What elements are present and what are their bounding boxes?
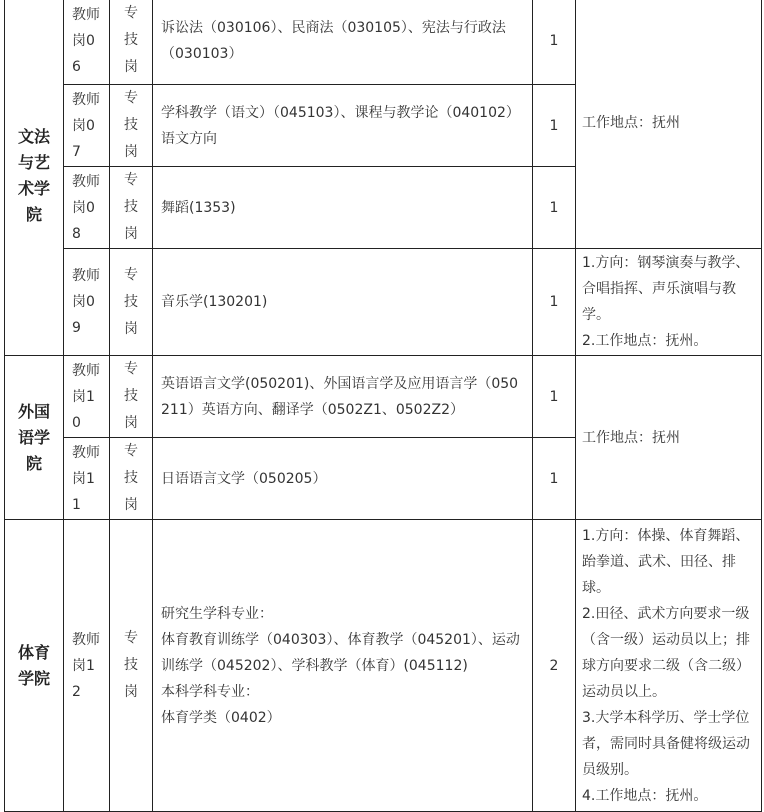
- remark-line: 2.工作地点：抚州。: [582, 333, 708, 349]
- remark-cell: 工作地点：抚州: [576, 356, 762, 520]
- table-row: [5, 520, 762, 812]
- type-cell: 专技岗: [110, 356, 153, 438]
- count-cell: 1: [533, 167, 576, 249]
- type-cell: 专技岗: [110, 438, 153, 520]
- major-line: 研究生学科专业：: [161, 605, 273, 622]
- remark-cell: [576, 520, 762, 812]
- table-row: [5, 249, 762, 356]
- position-cell: 教师岗09: [64, 249, 110, 356]
- count-cell: 1: [533, 356, 576, 438]
- major-cell: 诉讼法（030106）、民商法（030105）、宪法与行政法（030103）: [153, 0, 533, 85]
- remark-line: 3.大学本科学历、学士学位者，需同时具备健将级运动员级别。: [582, 709, 750, 778]
- count-cell: 1: [533, 438, 576, 520]
- major-line: 体育教育训练学（040303）、体育教学（045201）、运动训练学（045202）、学科教学（体育）(045112): [161, 631, 520, 674]
- position-cell: 教师岗08: [64, 167, 110, 249]
- table-row: [5, 0, 762, 85]
- major-cell: 日语语言文学（050205）: [153, 438, 533, 520]
- position-cell: 教师岗12: [64, 520, 110, 812]
- position-cell: 教师岗07: [64, 85, 110, 167]
- type-cell: 专技岗: [110, 167, 153, 249]
- type-cell: 专技岗: [110, 0, 153, 85]
- remark-line: 1.方向：钢琴演奏与教学、合唱指挥、声乐演唱与教学。: [582, 255, 750, 323]
- remark-line: 2.田径、武术方向要求一级（含一级）运动员以上；排球方向要求二级（含二级）运动员以上。: [582, 605, 750, 700]
- type-cell: 专技岗: [110, 249, 153, 356]
- table-row: [5, 356, 762, 438]
- major-cell: 英语语言文学(050201)、外国语言学及应用语言学（050211）英语方向、翻译学（0502Z1、0502Z2）: [153, 356, 533, 438]
- department-cell: 文法与艺术学院: [5, 0, 64, 356]
- count-cell: 1: [533, 249, 576, 356]
- major-line: 体育学类（0402）: [161, 709, 281, 726]
- recruitment-table: [4, 0, 762, 812]
- count-cell: 1: [533, 0, 576, 85]
- position-cell: 教师岗10: [64, 356, 110, 438]
- major-cell: 舞蹈(1353): [153, 167, 533, 249]
- remark-cell: 工作地点：抚州: [576, 0, 762, 249]
- remark-cell: [576, 249, 762, 356]
- major-line: 本科学科专业：: [161, 683, 259, 700]
- count-cell: 2: [533, 520, 576, 812]
- count-cell: 1: [533, 85, 576, 167]
- major-cell: [153, 520, 533, 812]
- type-cell: 专技岗: [110, 520, 153, 812]
- major-cell: 音乐学(130201): [153, 249, 533, 356]
- department-cell: 外国语学院: [5, 356, 64, 520]
- remark-line: 4.工作地点：抚州。: [582, 787, 708, 804]
- major-cell: 学科教学（语文）（045103）、课程与教学论（040102）语文方向: [153, 85, 533, 167]
- type-cell: 专技岗: [110, 85, 153, 167]
- position-cell: 教师岗06: [64, 0, 110, 85]
- remark-line: 1.方向：体操、体育舞蹈、跆拳道、武术、田径、排球。: [582, 527, 750, 596]
- department-cell: 体育学院: [5, 520, 64, 812]
- position-cell: 教师岗11: [64, 438, 110, 520]
